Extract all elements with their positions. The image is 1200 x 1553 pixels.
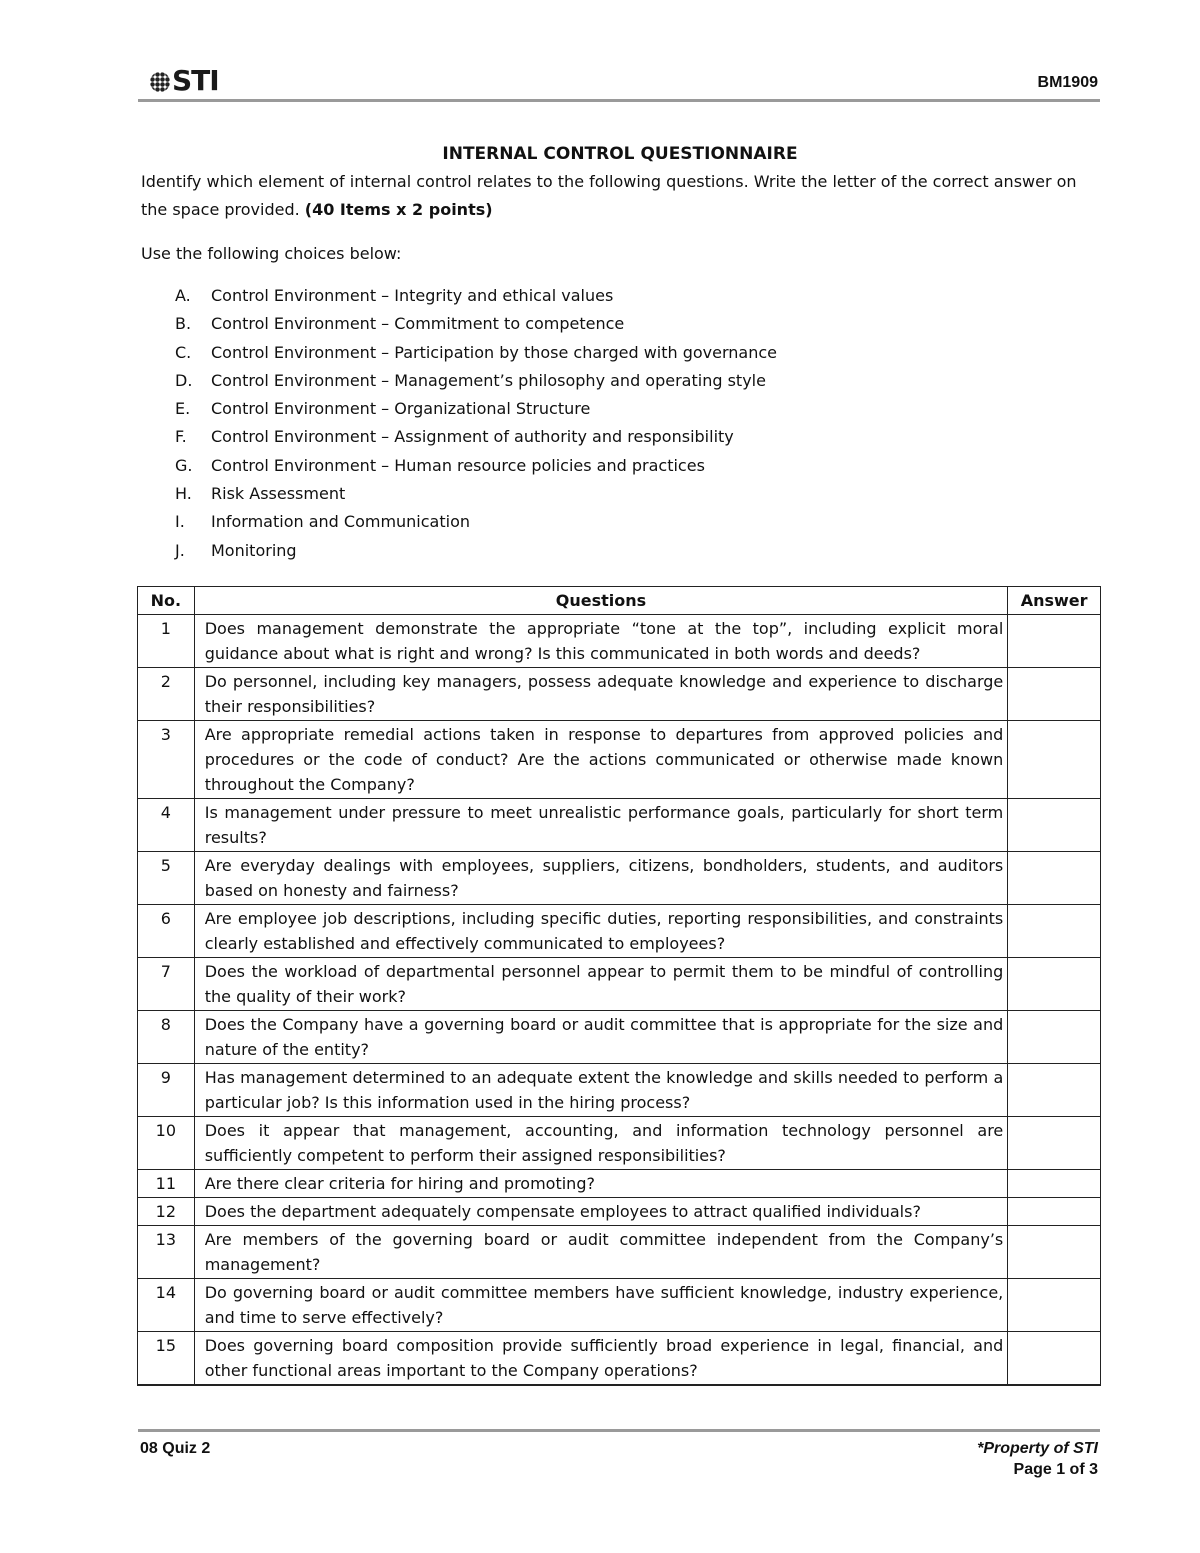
question-number: 15 [138, 1332, 195, 1386]
table-row [138, 1279, 1101, 1332]
table-row [138, 1064, 1101, 1117]
question-text: Are everyday dealings with employees, suppliers, citizens, bondholders, students, and auditors based on honesty and fairness? [194, 852, 1008, 905]
choice-item [141, 339, 1099, 367]
questions-table [137, 586, 1101, 1386]
table-body [138, 615, 1101, 1386]
answer-cell[interactable] [1008, 799, 1101, 852]
choice-item [141, 310, 1099, 338]
choice-text: Control Environment – Management’s philosophy and operating style [211, 370, 766, 390]
sti-logo [150, 64, 219, 97]
answer-cell[interactable] [1008, 668, 1101, 721]
answer-cell[interactable] [1008, 1011, 1101, 1064]
question-text: Has management determined to an adequate extent the knowledge and skills needed to perform a particular job? Is this information used in the hiring process? [194, 1064, 1008, 1117]
instructions-text: Identify which element of internal control relates to the following questions. Write the letter of the correct answer on the space provided. [141, 172, 1077, 219]
globe-dots-icon [150, 72, 170, 92]
table-row [138, 1332, 1101, 1386]
choice-text: Information and Communication [211, 512, 470, 532]
question-number: 11 [138, 1170, 195, 1198]
question-text: Are employee job descriptions, including specific duties, reporting responsibilities, and constraints clearly established and effectively communicated to employees? [194, 905, 1008, 958]
question-number: 13 [138, 1226, 195, 1279]
choice-text: Control Environment – Participation by those charged with governance [211, 342, 777, 362]
question-number: 14 [138, 1279, 195, 1332]
choice-letter: D. [175, 370, 193, 390]
question-text: Does governing board composition provide sufficiently broad experience in legal, financial, and other functional areas important to the Company operations? [194, 1332, 1008, 1386]
answer-cell[interactable] [1008, 1064, 1101, 1117]
choice-item [141, 508, 1099, 536]
table-row [138, 799, 1101, 852]
page-title: INTERNAL CONTROL QUESTIONNAIRE [442, 144, 798, 164]
question-text: Does it appear that management, accounting, and information technology personnel are sufficiently competent to perform their assigned responsibilities? [194, 1117, 1008, 1170]
question-text: Does the department adequately compensate employees to attract qualified individuals? [194, 1198, 1008, 1226]
answer-cell[interactable] [1008, 615, 1101, 668]
answer-cell[interactable] [1008, 905, 1101, 958]
answer-cell[interactable] [1008, 1279, 1101, 1332]
choice-letter: C. [175, 342, 192, 362]
question-number: 9 [138, 1064, 195, 1117]
header-answer: Answer [1008, 587, 1101, 615]
table-row [138, 852, 1101, 905]
choice-text: Risk Assessment [211, 484, 346, 504]
footer-divider [138, 1429, 1100, 1432]
question-text: Do personnel, including key managers, possess adequate knowledge and experience to discharge their responsibilities? [194, 668, 1008, 721]
answer-cell[interactable] [1008, 1170, 1101, 1198]
footer-quiz-label: 08 Quiz 2 [140, 1440, 211, 1457]
table-row [138, 668, 1101, 721]
table-row [138, 905, 1101, 958]
answer-cell[interactable] [1008, 1226, 1101, 1279]
instructions [141, 168, 1099, 224]
question-text: Are members of the governing board or audit committee independent from the Company’s management? [194, 1226, 1008, 1279]
choice-letter: F. [175, 427, 187, 447]
table-row [138, 1198, 1101, 1226]
footer-property: *Property of STI [977, 1440, 1098, 1457]
choices-intro: Use the following choices below: [141, 244, 402, 263]
document-body [141, 140, 1099, 565]
answer-cell[interactable] [1008, 1332, 1101, 1386]
choice-letter: B. [175, 314, 192, 334]
question-text: Does the Company have a governing board or audit committee that is appropriate for the size and nature of the entity? [194, 1011, 1008, 1064]
table-row [138, 1226, 1101, 1279]
table-row [138, 721, 1101, 799]
choice-text: Control Environment – Commitment to competence [211, 314, 625, 334]
choice-letter: G. [175, 455, 193, 475]
question-number: 3 [138, 721, 195, 799]
question-number: 6 [138, 905, 195, 958]
choice-item [141, 395, 1099, 423]
choice-letter: I. [175, 512, 185, 532]
header-no: No. [138, 587, 195, 615]
course-code: BM1909 [1037, 74, 1098, 91]
question-text: Is management under pressure to meet unrealistic performance goals, particularly for short term results? [194, 799, 1008, 852]
table-row [138, 615, 1101, 668]
choice-item [141, 452, 1099, 480]
header-questions: Questions [194, 587, 1008, 615]
answer-cell[interactable] [1008, 1198, 1101, 1226]
question-number: 5 [138, 852, 195, 905]
question-text: Does the workload of departmental personnel appear to permit them to be mindful of controlling the quality of their work? [194, 958, 1008, 1011]
question-number: 8 [138, 1011, 195, 1064]
question-number: 10 [138, 1117, 195, 1170]
choices-list [141, 282, 1099, 565]
choice-text: Control Environment – Assignment of authority and responsibility [211, 427, 734, 447]
page-header [138, 60, 1100, 100]
choice-text: Control Environment – Integrity and ethical values [211, 286, 614, 305]
question-text: Do governing board or audit committee members have sufficient knowledge, industry experience, and time to serve effectively? [194, 1279, 1008, 1332]
choice-item [141, 423, 1099, 451]
answer-cell[interactable] [1008, 852, 1101, 905]
logo-text: STI [172, 64, 219, 97]
choice-item [141, 367, 1099, 395]
question-number: 1 [138, 615, 195, 668]
question-text: Are appropriate remedial actions taken in response to departures from approved policies and procedures or the code of conduct? Are the actions communicated or otherwise made known throughout the Company? [194, 721, 1008, 799]
table-header-row [138, 587, 1101, 615]
answer-cell[interactable] [1008, 721, 1101, 799]
choice-item [141, 282, 1099, 310]
question-text: Does management demonstrate the appropriate “tone at the top”, including explicit moral guidance about what is right and wrong? Is this communicated in both words and deeds? [194, 615, 1008, 668]
choice-text: Control Environment – Human resource policies and practices [211, 455, 705, 475]
table-row [138, 1117, 1101, 1170]
choice-letter: H. [175, 484, 192, 504]
table-row [138, 1011, 1101, 1064]
choice-item [141, 480, 1099, 508]
choice-text: Monitoring [211, 540, 297, 560]
question-number: 2 [138, 668, 195, 721]
choice-text: Control Environment – Organizational Structure [211, 399, 591, 419]
question-text: Are there clear criteria for hiring and promoting? [194, 1170, 1008, 1198]
choice-item [141, 537, 1099, 565]
choice-letter: J. [175, 540, 185, 560]
table-row [138, 1170, 1101, 1198]
header-divider [138, 99, 1100, 102]
question-number: 4 [138, 799, 195, 852]
table-row [138, 958, 1101, 1011]
answer-cell[interactable] [1008, 958, 1101, 1011]
choice-letter: E. [175, 399, 191, 419]
choice-letter: A. [175, 286, 191, 305]
footer-page-number: Page 1 of 3 [1013, 1461, 1098, 1478]
question-number: 12 [138, 1198, 195, 1226]
answer-cell[interactable] [1008, 1117, 1101, 1170]
question-number: 7 [138, 958, 195, 1011]
instructions-points: (40 Items x 2 points) [304, 200, 493, 219]
